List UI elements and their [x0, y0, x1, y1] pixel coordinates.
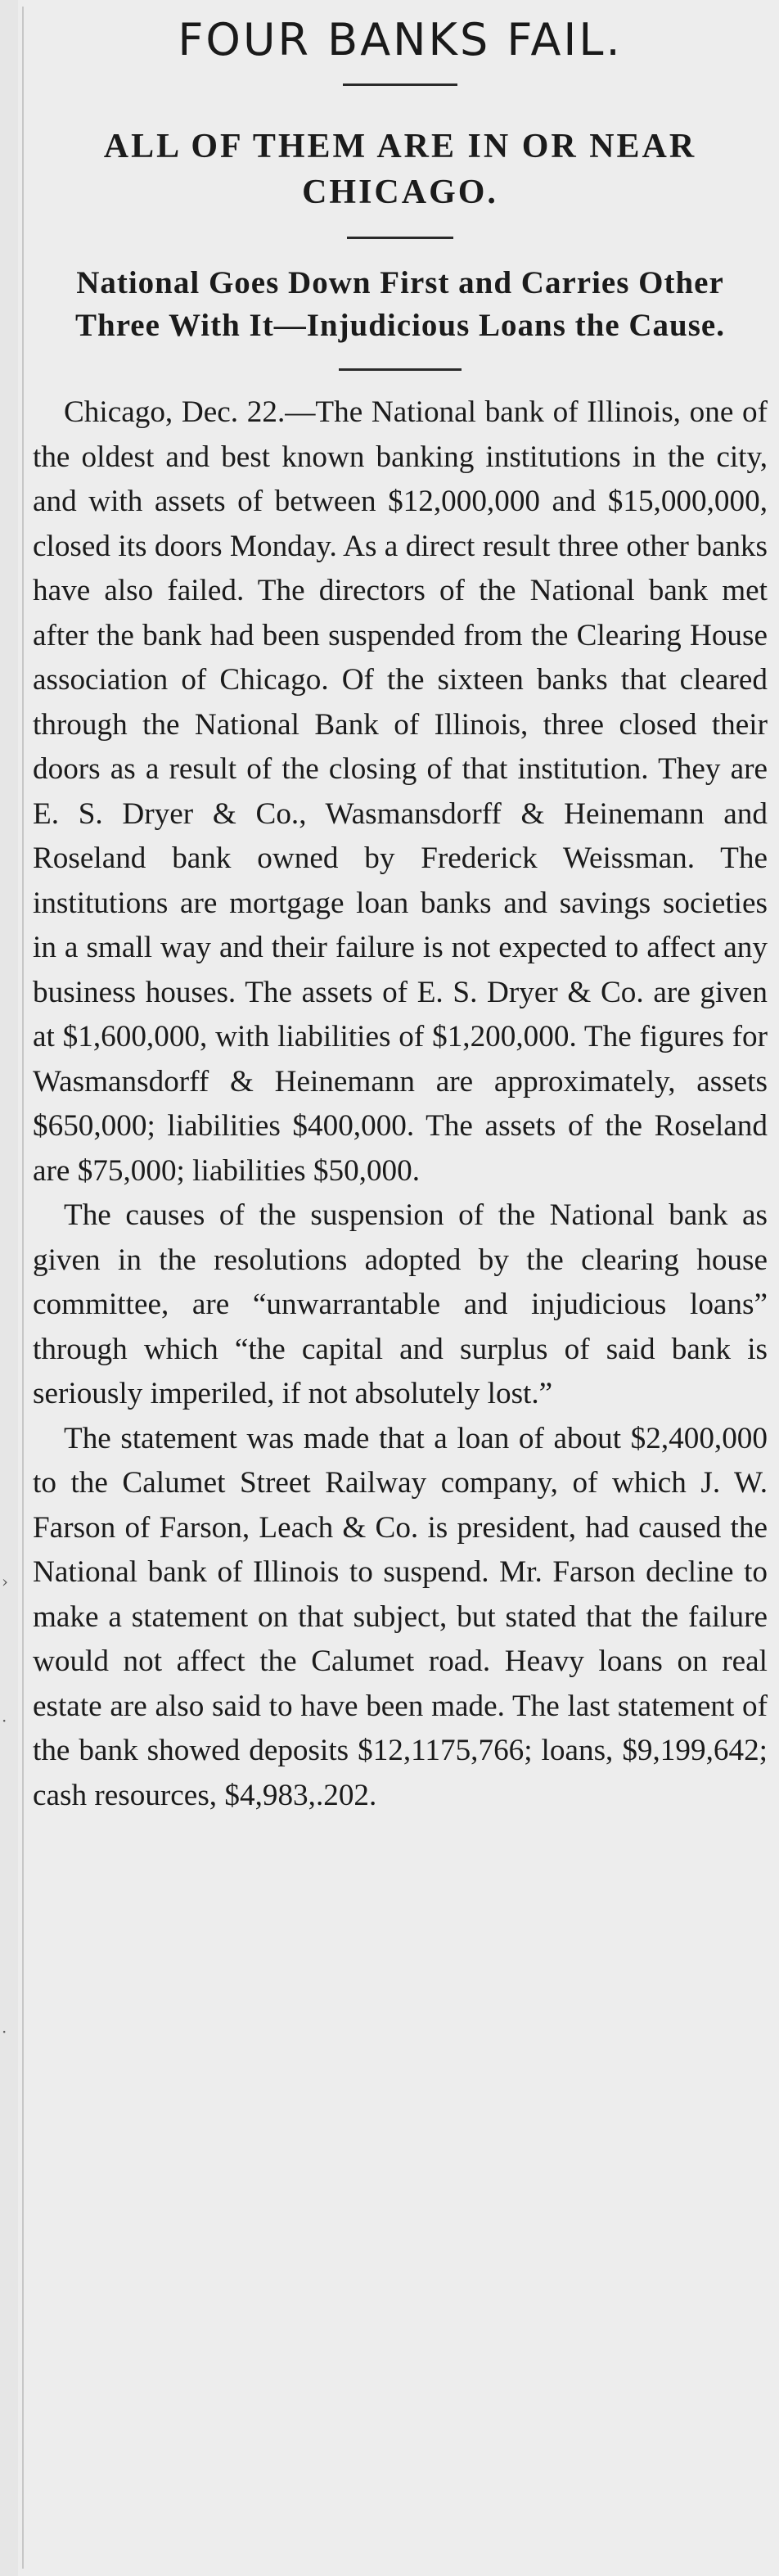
headline: FOUR BANKS FAIL. — [178, 14, 623, 65]
headline-rule — [343, 83, 457, 86]
article-paragraph: The statement was made that a loan of about $2,400,000 to the Calumet Street Railway company, of which J. W. Farson of Farson, Leach & Co. is president, had caused the National bank of Illinois to suspend. Mr. Farson decline to make a statement on that subject, but stated that the failure would not affect the Calumet road. Heavy loans on real estate are also said to have been made. The last statement of the bank showed deposits $12,1175,766; loans, $9,199,642; cash resources, $4,983,.202. — [33, 1421, 768, 1812]
column-rule — [22, 7, 24, 2569]
article-body — [33, 390, 768, 1818]
deck-bottom-rule — [339, 368, 462, 371]
column-gutter — [0, 0, 18, 2576]
article-paragraph: Chicago, Dec. 22.—The National bank of Illinois, one of the oldest and best known banking institutions in the city, and with assets of between $12,000,000 and $15,000,000, closed its doors Monday. As a direct result three other banks have also failed. The directors of the National bank met after the bank had been suspended from the Clearing House association of Chicago. Of the sixteen banks that cleared through the National Bank of Illinois, three closed their doors as a result of the closing of that institution. They are E. S. Dryer & Co., Wasmansdorff & Heinemann and Roseland bank owned by Frederick Weissman. The institutions are mortgage loan banks and savings societies in a small way and their failure is not expected to affect any business houses. The assets of E. S. Dryer & Co. are given at $1,600,000, with liabilities of $1,200,000. The figures for Wasmansdorff & Heinemann are approximately, assets $650,000; liabilities $400,000. The assets of the Roseland are $75,000; liabilities $50,000. — [33, 395, 768, 1188]
news-article — [33, 0, 768, 1818]
edge-fragment: · — [2, 2022, 7, 2041]
deck-rule — [347, 237, 453, 239]
article-paragraph: The causes of the suspension of the National bank as given in the resolutions adopted by the clearing house committee, are “unwarrantable and injudicious loans” through which “the capital and surplus of said bank is seriously imperiled, if not absolutely lost.” — [33, 1198, 768, 1410]
edge-fragment: · — [2, 1711, 7, 1730]
secondary-deck: National Goes Down First and Carries Other Three With It—Injudicious Loans the Cause. — [75, 265, 725, 343]
primary-deck: ALL OF THEM ARE IN OR NEAR CHICAGO. — [103, 128, 697, 211]
edge-fragment: › — [2, 1572, 8, 1591]
